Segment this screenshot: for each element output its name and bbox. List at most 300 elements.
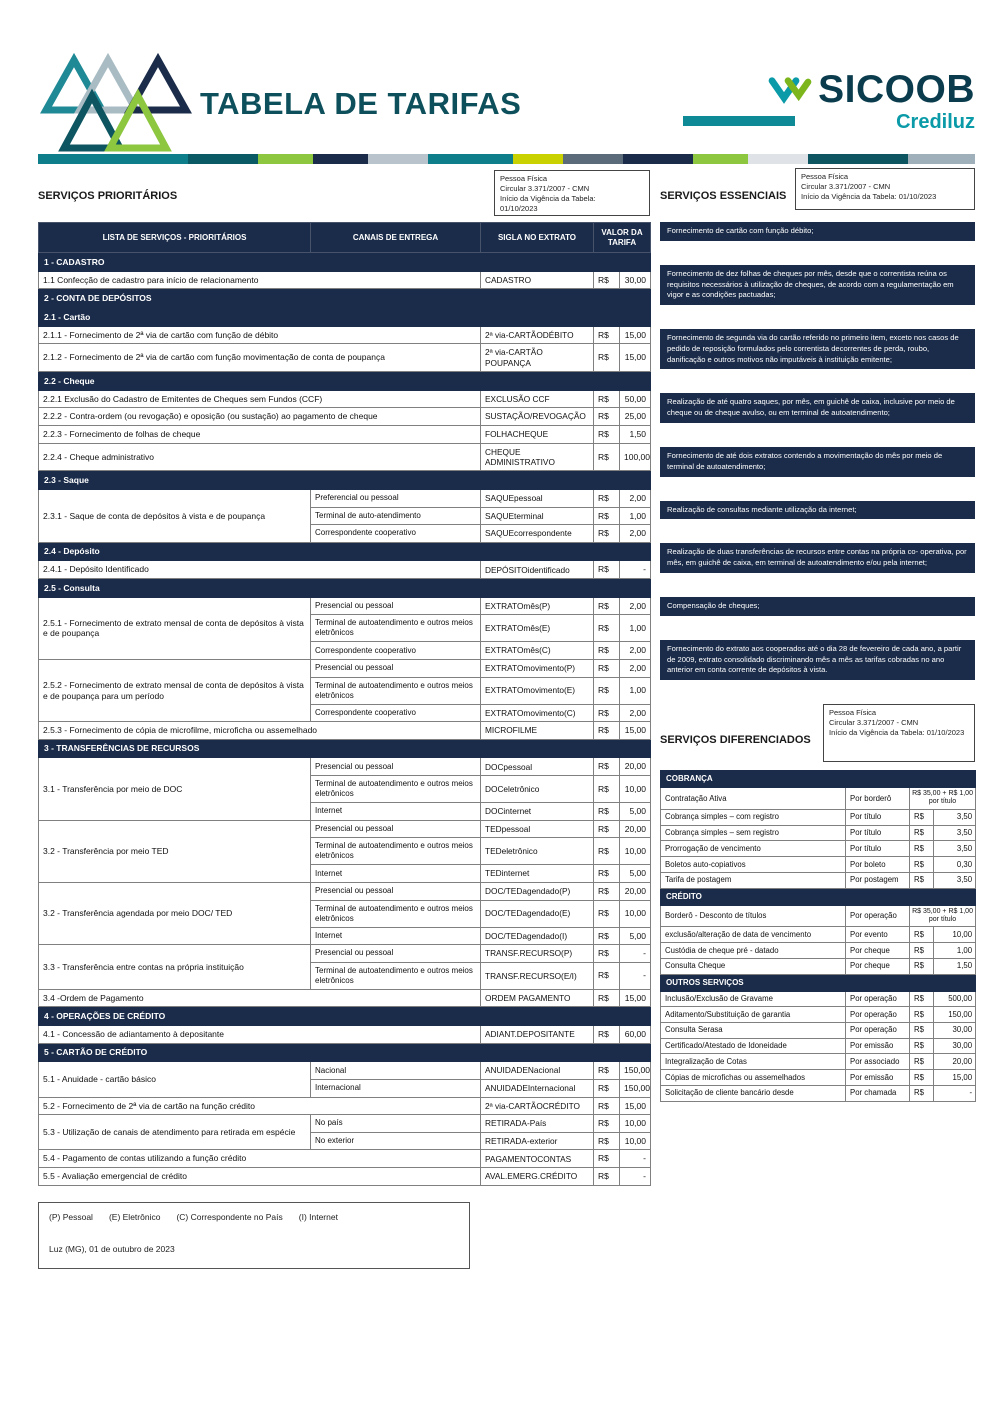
stripe-segment xyxy=(808,154,908,164)
service-name: Certificado/Atestado de Idoneidade xyxy=(661,1038,846,1054)
tariff-value: - xyxy=(620,1150,651,1168)
tariff-value: 15,00 xyxy=(620,722,651,740)
tariff-value: 10,00 xyxy=(620,1115,651,1133)
stripe-segment xyxy=(563,154,623,164)
tariff-value: 10,00 xyxy=(934,927,976,943)
service-sigla: RETIRADA-País xyxy=(481,1115,594,1133)
side-service-row xyxy=(661,1070,976,1086)
tariff-value: 1,50 xyxy=(934,958,976,974)
channel: Internet xyxy=(311,865,481,883)
service-name: 5.4 - Pagamento de contas utilizando a função crédito xyxy=(39,1150,481,1168)
tariff-value: 2,00 xyxy=(620,525,651,543)
channel: Presencial ou pessoal xyxy=(311,945,481,963)
channel: Correspondente cooperativo xyxy=(311,642,481,660)
service-name: Integralização de Cotas xyxy=(661,1054,846,1070)
essential-info-box xyxy=(795,168,975,210)
tariff-value: 10,00 xyxy=(620,1132,651,1150)
service-row xyxy=(39,425,651,443)
channel: Terminal de autoatendimento e outros meios eletrônicos xyxy=(311,900,481,927)
channel: Presencial ou pessoal xyxy=(311,758,481,776)
side-section-row xyxy=(661,888,976,905)
service-channel-row xyxy=(39,945,651,963)
stripe-segment xyxy=(693,154,748,164)
tariff-value: 3,50 xyxy=(934,841,976,857)
currency: R$ xyxy=(594,1168,620,1186)
service-name: 2.4.1 - Depósito Identificado xyxy=(39,561,481,579)
section-row xyxy=(39,739,651,758)
section-label: 3 - TRANSFERÊNCIAS DE RECURSOS xyxy=(39,739,651,758)
sicoob-logo-icon xyxy=(768,71,812,109)
currency: R$ xyxy=(594,659,620,677)
essential-service-box: Fornecimento de segunda via do cartão referido no primeiro item, exceto nos casos de pedido de reposição formulados pelo correntista decorrentes de perda, roubo, danificação e outros motivos não imputáveis à instituição emitente; xyxy=(660,329,975,369)
service-name: 5.5 - Avaliação emergencial de crédito xyxy=(39,1168,481,1186)
side-service-row xyxy=(661,1038,976,1054)
legend-item: (E) Eletrônico xyxy=(108,1211,161,1222)
stripe-segment xyxy=(513,154,563,164)
service-sigla: ORDEM PAGAMENTO xyxy=(481,989,594,1007)
tariff-value: 25,00 xyxy=(620,408,651,426)
tariff-value: 15,00 xyxy=(934,1070,976,1086)
section-label: 4 - OPERAÇÕES DE CRÉDITO xyxy=(39,1007,651,1026)
essential-service-box: Realização de consultas mediante utilização da internet; xyxy=(660,501,975,520)
unit: Por postagem xyxy=(846,872,910,888)
side-service-row xyxy=(661,788,976,810)
tariff-value: 15,00 xyxy=(620,326,651,344)
section-row xyxy=(39,289,651,308)
side-service-row xyxy=(661,809,976,825)
service-name: Consulta Serasa xyxy=(661,1022,846,1038)
service-row xyxy=(39,408,651,426)
service-row xyxy=(39,326,651,344)
section-label: COBRANÇA xyxy=(661,771,976,788)
service-sigla: AVAL.EMERG.CRÉDITO xyxy=(481,1168,594,1186)
service-sigla: TEDeletrônico xyxy=(481,838,594,865)
service-row xyxy=(39,1097,651,1115)
section-row xyxy=(39,471,651,490)
tariff-value: 15,00 xyxy=(620,344,651,372)
service-sigla: DOC/TEDagendado(I) xyxy=(481,927,594,945)
info-line: 01/10/2023 xyxy=(500,203,538,213)
tariff-value: 1,00 xyxy=(620,615,651,642)
service-name: 2.2.3 - Fornecimento de folhas de cheque xyxy=(39,425,481,443)
channel: Terminal de autoatendimento e outros meios eletrônicos xyxy=(311,776,481,803)
page-title: TABELA DE TARIFAS xyxy=(200,86,522,121)
header-value: VALOR DA TARIFA xyxy=(594,223,651,253)
channel: Presencial ou pessoal xyxy=(311,820,481,838)
side-service-row xyxy=(661,1022,976,1038)
tariff-value: 10,00 xyxy=(620,838,651,865)
currency: R$ xyxy=(594,525,620,543)
tariff-value: 5,00 xyxy=(620,803,651,821)
channel: Internacional xyxy=(311,1079,481,1097)
essential-services-list xyxy=(660,222,975,680)
side-service-row xyxy=(661,1054,976,1070)
service-sigla: FOLHACHEQUE xyxy=(481,425,594,443)
currency: R$ xyxy=(594,443,620,471)
section-label: 2.1 - Cartão xyxy=(39,308,651,327)
service-name: 5.3 - Utilização de canais de atendimento para retirada em espécie xyxy=(39,1115,311,1150)
currency: R$ xyxy=(594,882,620,900)
currency: R$ xyxy=(910,1007,934,1023)
service-sigla: ANUIDADENacional xyxy=(481,1062,594,1080)
differentiated-services-table xyxy=(660,770,976,1102)
service-name: Contratação Ativa xyxy=(661,788,846,810)
tariff-value: 500,00 xyxy=(934,991,976,1007)
section-label: 2 - CONTA DE DEPÓSITOS xyxy=(39,289,651,308)
unit: Por boleto xyxy=(846,857,910,873)
currency: R$ xyxy=(910,991,934,1007)
service-sigla: EXTRATOmês(E) xyxy=(481,615,594,642)
essential-services-column xyxy=(660,168,975,1102)
section-label: CRÉDITO xyxy=(661,888,976,905)
info-line: Início da Vigência da Tabela: xyxy=(500,193,596,203)
logo-triangles-icon xyxy=(40,52,200,156)
currency: R$ xyxy=(594,344,620,372)
brand-cooperative-name: Crediluz xyxy=(896,111,975,133)
service-row xyxy=(39,1150,651,1168)
currency: R$ xyxy=(594,704,620,722)
header-channels: CANAIS DE ENTREGA xyxy=(311,223,481,253)
info-line: Pessoa Física xyxy=(801,172,849,181)
essential-service-box: Realização de duas transferências de recursos entre contas na própria co- operativa, por mês, em guichê de caixa, em terminal de autoatendimento e/ou pela internet; xyxy=(660,543,975,573)
stripe-segment xyxy=(313,154,368,164)
unit: Por título xyxy=(846,841,910,857)
service-name: Tarifa de postagem xyxy=(661,872,846,888)
legend-item: (C) Correspondente no País xyxy=(176,1211,283,1222)
currency: R$ xyxy=(910,1070,934,1086)
service-sigla: PAGAMENTOCONTAS xyxy=(481,1150,594,1168)
service-name: 1.1 Confecção de cadastro para início de relacionamento xyxy=(39,271,481,289)
service-sigla: TEDpessoal xyxy=(481,820,594,838)
tariff-value: 150,00 xyxy=(934,1007,976,1023)
color-stripe xyxy=(38,154,975,164)
service-sigla: DOC/TEDagendado(P) xyxy=(481,882,594,900)
service-sigla: EXTRATOmês(C) xyxy=(481,642,594,660)
service-name: Prorrogação de vencimento xyxy=(661,841,846,857)
unit: Por evento xyxy=(846,927,910,943)
currency: R$ xyxy=(594,722,620,740)
unit: Por título xyxy=(846,825,910,841)
currency: R$ xyxy=(594,561,620,579)
section-label: OUTROS SERVIÇOS xyxy=(661,974,976,991)
footnote-box xyxy=(38,1202,470,1269)
channel: Terminal de autoatendimento e outros meios eletrônicos xyxy=(311,677,481,704)
section-row xyxy=(39,1007,651,1026)
info-line: Pessoa Física xyxy=(829,708,877,718)
service-name: 2.5.3 - Fornecimento de cópia de microfilme, microficha ou assemelhado xyxy=(39,722,481,740)
service-name: 3.2 - Transferência agendada por meio DOC/ TED xyxy=(39,882,311,944)
tariff-value: 10,00 xyxy=(620,776,651,803)
service-channel-row xyxy=(39,597,651,615)
side-section-row xyxy=(661,974,976,991)
info-line: Pessoa Física xyxy=(500,174,548,183)
service-name: exclusão/alteração de data de vencimento xyxy=(661,927,846,943)
essential-service-box: Fornecimento de até dois extratos contendo a movimentação do mês por meio de terminal de autoatendimento; xyxy=(660,447,975,477)
unit: Por cheque xyxy=(846,958,910,974)
channel: No país xyxy=(311,1115,481,1133)
currency: R$ xyxy=(594,615,620,642)
tariff-value: 3,50 xyxy=(934,825,976,841)
service-name: 3.1 - Transferência por meio de DOC xyxy=(39,758,311,820)
service-name: Cópias de microfichas ou assemelhados xyxy=(661,1070,846,1086)
service-name: 2.1.1 - Fornecimento de 2ª via de cartão com função de débito xyxy=(39,326,481,344)
currency: R$ xyxy=(594,489,620,507)
service-name: 5.2 - Fornecimento de 2ª via de cartão na função crédito xyxy=(39,1097,481,1115)
service-row xyxy=(39,271,651,289)
side-service-row xyxy=(661,1007,976,1023)
currency: R$ xyxy=(594,507,620,525)
channel: Correspondente cooperativo xyxy=(311,704,481,722)
section-label: 5 - CARTÃO DE CRÉDITO xyxy=(39,1043,651,1062)
unit: Por operação xyxy=(846,1022,910,1038)
service-name: 2.5.2 - Fornecimento de extrato mensal de conta de depósitos à vista e de poupança para um período xyxy=(39,659,311,721)
channel: Terminal de autoatendimento e outros meios eletrônicos xyxy=(311,615,481,642)
teal-accent-bar xyxy=(683,116,795,126)
currency: R$ xyxy=(594,776,620,803)
priority-services-column xyxy=(38,168,650,1269)
service-sigla: EXCLUSÃO CCF xyxy=(481,390,594,408)
service-name: 3.4 -Ordem de Pagamento xyxy=(39,989,481,1007)
service-name: 2.2.2 - Contra-ordem (ou revogação) e oposição (ou sustação) ao pagamento de cheque xyxy=(39,408,481,426)
tariff-value: 150,00 xyxy=(620,1062,651,1080)
service-name: 2.5.1 - Fornecimento de extrato mensal de conta de depósitos à vista e de poupança xyxy=(39,597,311,659)
service-sigla: RETIRADA-exterior xyxy=(481,1132,594,1150)
currency: R$ xyxy=(594,390,620,408)
tariff-value: 10,00 xyxy=(620,900,651,927)
currency: R$ xyxy=(594,1150,620,1168)
service-channel-row xyxy=(39,659,651,677)
service-sigla: DOC/TEDagendado(E) xyxy=(481,900,594,927)
currency: R$ xyxy=(594,989,620,1007)
tariff-value: 2,00 xyxy=(620,659,651,677)
unit: Por título xyxy=(846,809,910,825)
section-label: 2.5 - Consulta xyxy=(39,579,651,598)
section-row xyxy=(39,253,651,272)
info-line: Início da Vigência da Tabela: 01/10/2023 xyxy=(829,727,965,737)
tariff-value: 50,00 xyxy=(620,390,651,408)
essential-service-box: Compensação de cheques; xyxy=(660,597,975,616)
side-service-row xyxy=(661,857,976,873)
channel: Terminal de autoatendimento e outros meios eletrônicos xyxy=(311,838,481,865)
stripe-segment xyxy=(748,154,808,164)
tariff-value: R$ 35,00 + R$ 1,00 por título xyxy=(910,788,976,810)
service-channel-row xyxy=(39,758,651,776)
channel: Terminal de auto-atendimento xyxy=(311,507,481,525)
service-row xyxy=(39,390,651,408)
service-sigla: EXTRATOmovimento(C) xyxy=(481,704,594,722)
currency: R$ xyxy=(594,642,620,660)
service-sigla: TEDinternet xyxy=(481,865,594,883)
tariff-value: 30,00 xyxy=(934,1022,976,1038)
currency: R$ xyxy=(594,1026,620,1044)
currency: R$ xyxy=(594,900,620,927)
stripe-segment xyxy=(258,154,313,164)
currency: R$ xyxy=(594,677,620,704)
side-service-row xyxy=(661,825,976,841)
channel: Presencial ou pessoal xyxy=(311,882,481,900)
info-line: Circular 3.371/2007 - CMN xyxy=(829,717,919,727)
legend-item: (P) Pessoal xyxy=(49,1211,93,1222)
currency: R$ xyxy=(910,1022,934,1038)
tariff-value: 30,00 xyxy=(934,1038,976,1054)
info-line: Circular 3.371/2007 - CMN xyxy=(500,183,590,193)
service-channel-row xyxy=(39,882,651,900)
unit: Por associado xyxy=(846,1054,910,1070)
service-name: Aditamento/Substituição de garantia xyxy=(661,1007,846,1023)
currency: R$ xyxy=(910,809,934,825)
table-header-row xyxy=(39,223,651,253)
tariff-value: 20,00 xyxy=(620,820,651,838)
info-line: Circular 3.371/2007 - CMN xyxy=(801,181,891,191)
service-sigla: ADIANT.DEPOSITANTE xyxy=(481,1026,594,1044)
service-sigla: 2ª via-CARTÃOCRÉDITO xyxy=(481,1097,594,1115)
tariff-value: 2,00 xyxy=(620,642,651,660)
channel: Presencial ou pessoal xyxy=(311,597,481,615)
service-name: Consulta Cheque xyxy=(661,958,846,974)
service-row xyxy=(39,561,651,579)
priority-services-table xyxy=(38,222,651,1186)
service-name: 2.3.1 - Saque de conta de depósitos à vista e de poupança xyxy=(39,489,311,542)
unit: Por borderô xyxy=(846,788,910,810)
place-date: Luz (MG), 01 de outubro de 2023 xyxy=(49,1243,175,1254)
section-row xyxy=(39,1043,651,1062)
side-service-row xyxy=(661,958,976,974)
info-line: Início da Vigência da Tabela: 01/10/2023 xyxy=(801,191,937,201)
priority-info-box xyxy=(494,170,650,216)
service-channel-row xyxy=(39,1062,651,1080)
essential-service-box: Realização de até quatro saques, por mês, em guichê de caixa, inclusive por meio de cheque ou de cheque avulso, ou em terminal de autoatendimento; xyxy=(660,393,975,423)
essential-services-label: SERVIÇOS ESSENCIAIS xyxy=(660,190,787,202)
currency: R$ xyxy=(910,1038,934,1054)
service-name: Cobrança simples – com registro xyxy=(661,809,846,825)
service-sigla: DOCpessoal xyxy=(481,758,594,776)
header-sigla: SIGLA NO EXTRATO xyxy=(481,223,594,253)
legend-row xyxy=(49,1212,459,1222)
stripe-segment xyxy=(368,154,428,164)
channel: No exterior xyxy=(311,1132,481,1150)
priority-table-body xyxy=(39,253,651,1185)
service-sigla: CHEQUE ADMINISTRATIVO xyxy=(481,443,594,471)
channel: Internet xyxy=(311,927,481,945)
tariff-value: 1,00 xyxy=(934,943,976,959)
channel: Presencial ou pessoal xyxy=(311,659,481,677)
tariff-value: 5,00 xyxy=(620,865,651,883)
service-name: 2.2.1 Exclusão do Cadastro de Emitentes de Cheques sem Fundos (CCF) xyxy=(39,390,481,408)
tariff-value: 5,00 xyxy=(620,927,651,945)
tariff-value: 3,50 xyxy=(934,872,976,888)
service-sigla: TRANSF.RECURSO(E/I) xyxy=(481,962,594,989)
currency: R$ xyxy=(910,872,934,888)
unit: Por operação xyxy=(846,905,910,927)
tariff-value: 20,00 xyxy=(620,882,651,900)
service-name: Borderô - Desconto de títulos xyxy=(661,905,846,927)
stripe-segment xyxy=(188,154,258,164)
currency: R$ xyxy=(910,841,934,857)
tariff-value: 2,00 xyxy=(620,704,651,722)
section-label: 2.3 - Saque xyxy=(39,471,651,490)
tariff-value: 3,50 xyxy=(934,809,976,825)
service-sigla: MICROFILME xyxy=(481,722,594,740)
differentiated-info-box xyxy=(823,704,975,762)
unit: Por emissão xyxy=(846,1070,910,1086)
currency: R$ xyxy=(594,408,620,426)
tariff-value: 20,00 xyxy=(620,758,651,776)
priority-services-label: SERVIÇOS PRIORITÁRIOS xyxy=(38,190,178,202)
tariff-value: 1,50 xyxy=(620,425,651,443)
service-row xyxy=(39,344,651,372)
service-name: 5.1 - Anuidade - cartão básico xyxy=(39,1062,311,1097)
tariff-value: - xyxy=(620,945,651,963)
service-row xyxy=(39,1168,651,1186)
service-sigla: SUSTAÇÃO/REVOGAÇÃO xyxy=(481,408,594,426)
stripe-segment xyxy=(908,154,975,164)
differentiated-services-label: SERVIÇOS DIFERENCIADOS xyxy=(660,734,811,747)
essential-service-box: Fornecimento de dez folhas de cheques por mês, desde que o correntista reúna os requisitos necessários à utilização de cheques, de acordo com a regulamentação em vigor e as condições pactuadas; xyxy=(660,265,975,305)
tariff-value: 2,00 xyxy=(620,489,651,507)
tariff-value: 60,00 xyxy=(620,1026,651,1044)
side-table-body xyxy=(661,771,976,1102)
currency: R$ xyxy=(910,927,934,943)
tariff-value: 15,00 xyxy=(620,989,651,1007)
currency: R$ xyxy=(910,825,934,841)
currency: R$ xyxy=(910,943,934,959)
currency: R$ xyxy=(910,857,934,873)
service-sigla: DOCinternet xyxy=(481,803,594,821)
currency: R$ xyxy=(910,958,934,974)
currency: R$ xyxy=(594,326,620,344)
essential-service-box: Fornecimento do extrato aos cooperados até o dia 28 de fevereiro de cada ano, a partir de 2009, extrato consolidado discriminando mês a mês as tarifas cobradas no ano anterior em conta corrente de depósitos à vista. xyxy=(660,640,975,680)
side-service-row xyxy=(661,905,976,927)
currency: R$ xyxy=(594,271,620,289)
currency: R$ xyxy=(910,1085,934,1101)
currency: R$ xyxy=(594,927,620,945)
side-section-row xyxy=(661,771,976,788)
currency: R$ xyxy=(594,425,620,443)
tariff-value: R$ 35,00 + R$ 1,00 por título xyxy=(910,905,976,927)
currency: R$ xyxy=(594,597,620,615)
header-service-list: LISTA DE SERVIÇOS - PRIORITÁRIOS xyxy=(39,223,311,253)
currency: R$ xyxy=(594,838,620,865)
legend-item: (I) Internet xyxy=(298,1211,338,1222)
service-row xyxy=(39,989,651,1007)
service-channel-row xyxy=(39,489,651,507)
side-service-row xyxy=(661,841,976,857)
section-label: 2.2 - Cheque xyxy=(39,372,651,391)
service-name: 3.3 - Transferência entre contas na própria instituição xyxy=(39,945,311,990)
service-sigla: TRANSF.RECURSO(P) xyxy=(481,945,594,963)
service-row xyxy=(39,443,651,471)
tariff-value: 2,00 xyxy=(620,597,651,615)
currency: R$ xyxy=(594,865,620,883)
service-channel-row xyxy=(39,820,651,838)
side-service-row xyxy=(661,991,976,1007)
service-name: 2.2.4 - Cheque administrativo xyxy=(39,443,481,471)
service-name: 2.1.2 - Fornecimento de 2ª via de cartão com função movimentação de conta de poupança xyxy=(39,344,481,372)
unit: Por cheque xyxy=(846,943,910,959)
side-service-row xyxy=(661,927,976,943)
currency: R$ xyxy=(594,1115,620,1133)
tariff-value: - xyxy=(934,1085,976,1101)
tariff-value: 30,00 xyxy=(620,271,651,289)
service-name: Boletos auto-copiativos xyxy=(661,857,846,873)
currency: R$ xyxy=(594,758,620,776)
service-name: Solicitação de cliente bancário desde xyxy=(661,1085,846,1101)
tariff-value: 1,00 xyxy=(620,507,651,525)
service-sigla: 2ª via-CARTÃO POUPANÇA xyxy=(481,344,594,372)
service-sigla: DEPÓSITOidentificado xyxy=(481,561,594,579)
tariff-value: 20,00 xyxy=(934,1054,976,1070)
service-name: Inclusão/Exclusão de Gravame xyxy=(661,991,846,1007)
